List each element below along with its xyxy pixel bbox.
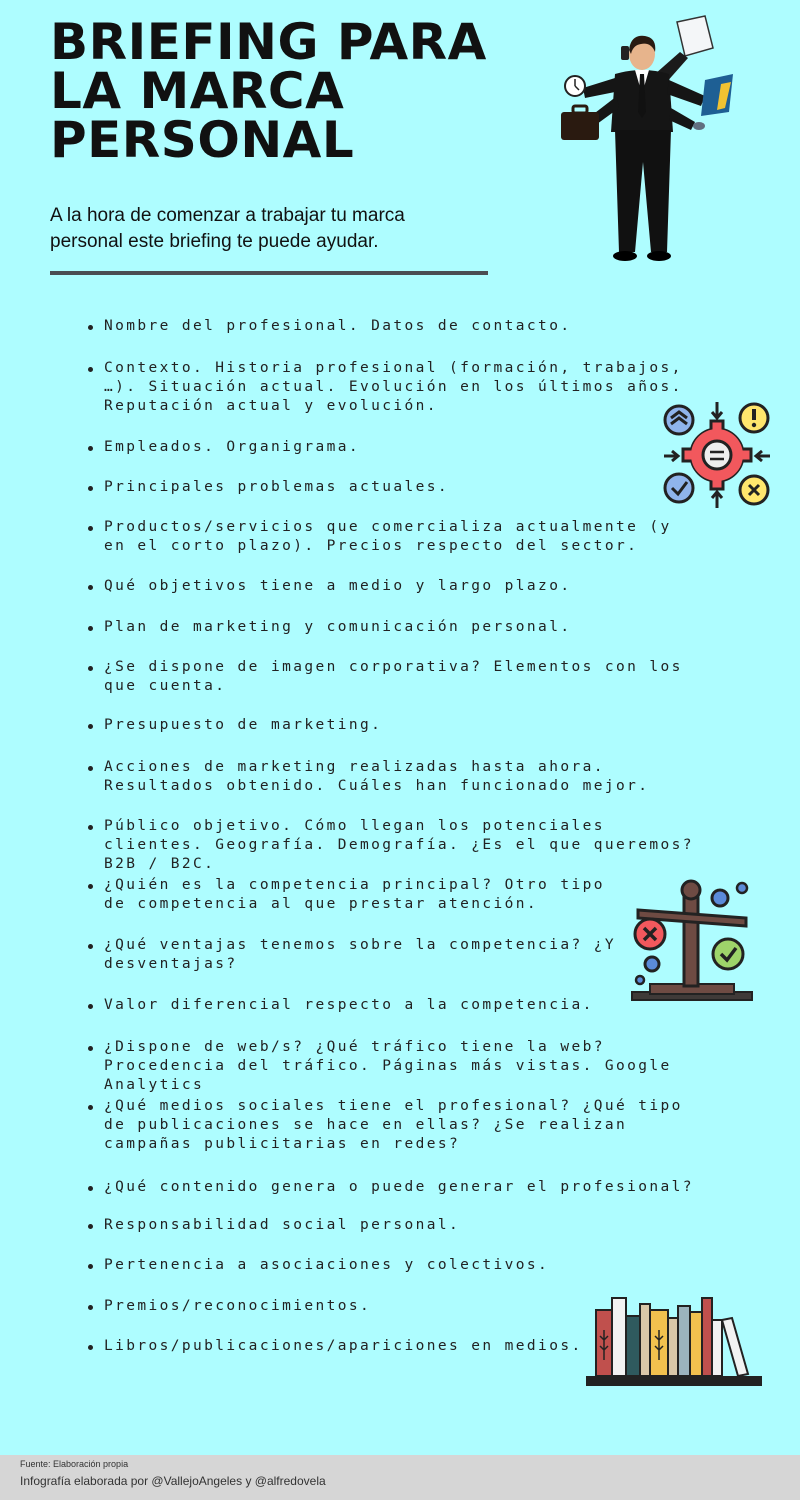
- page-title: [50, 13, 510, 169]
- list-item: Empleados. Organigrama.: [88, 438, 704, 457]
- list-item: Acciones de marketing realizadas hasta ahora. Resultados obtenido. Cuáles han funcionado mejor.: [88, 758, 704, 796]
- list-item: Qué objetivos tiene a medio y largo plazo.: [88, 577, 704, 596]
- list-item: ¿Se dispone de imagen corporativa? Elementos con los que cuenta.: [88, 658, 704, 696]
- footer-source: Fuente: Elaboración propia: [20, 1459, 129, 1469]
- list-item: Plan de marketing y comunicación personal.: [88, 618, 704, 637]
- list-item: Presupuesto de marketing.: [88, 716, 704, 735]
- list-item: Público objetivo. Cómo llegan los potenciales clientes. Geografía. Demografía. ¿Es el que queremos? B2B / B2C.: [88, 817, 704, 874]
- list-item: ¿Dispone de web/s? ¿Qué tráfico tiene la web? Procedencia del tráfico. Páginas más vistas. Google Analytics: [88, 1038, 704, 1095]
- list-item: Nombre del profesional. Datos de contacto.: [88, 317, 704, 336]
- list-item: Contexto. Historia profesional (formación, trabajos, …). Situación actual. Evolución en los últimos años. Reputación actual y evolución.: [88, 359, 714, 416]
- list-item: ¿Qué ventajas tenemos sobre la competencia? ¿Y desventajas?: [88, 936, 624, 974]
- intro-text: A la hora de comenzar a trabajar tu marca personal este briefing te puede ayudar.: [50, 205, 405, 252]
- title-line-2: LA MARCA: [50, 62, 345, 120]
- balance-scale-icon: [628, 876, 756, 1004]
- books-icon: [586, 1290, 764, 1390]
- businessman-icon: [555, 12, 745, 267]
- list-item: Principales problemas actuales.: [88, 478, 704, 497]
- list-item: Responsabilidad social personal.: [88, 1216, 704, 1235]
- list-item: Productos/servicios que comercializa actualmente (y en el corto plazo). Precios respecto del sector.: [88, 518, 704, 556]
- divider: [50, 271, 488, 275]
- list-item: Libros/publicaciones/apariciones en medios.: [88, 1337, 584, 1356]
- footer-credit: Infografía elaborada por @VallejoAngeles y @alfredovela: [20, 1474, 326, 1488]
- list-item: Premios/reconocimientos.: [88, 1297, 584, 1316]
- list-item: Pertenencia a asociaciones y colectivos.: [88, 1256, 704, 1275]
- title-line-3: PERSONAL: [50, 111, 355, 169]
- list-item: ¿Quién es la competencia principal? Otro tipo de competencia al que prestar atención.: [88, 876, 624, 914]
- list-item: Valor diferencial respecto a la competencia.: [88, 996, 624, 1015]
- title-line-1: BRIEFING PARA: [50, 13, 487, 71]
- footer: [0, 1455, 800, 1500]
- list-item: ¿Qué contenido genera o puede generar el profesional?: [88, 1178, 704, 1197]
- list-item: ¿Qué medios sociales tiene el profesional? ¿Qué tipo de publicaciones se hace en ellas? ¿Se realizan campañas publicitarias en redes?: [88, 1097, 704, 1154]
